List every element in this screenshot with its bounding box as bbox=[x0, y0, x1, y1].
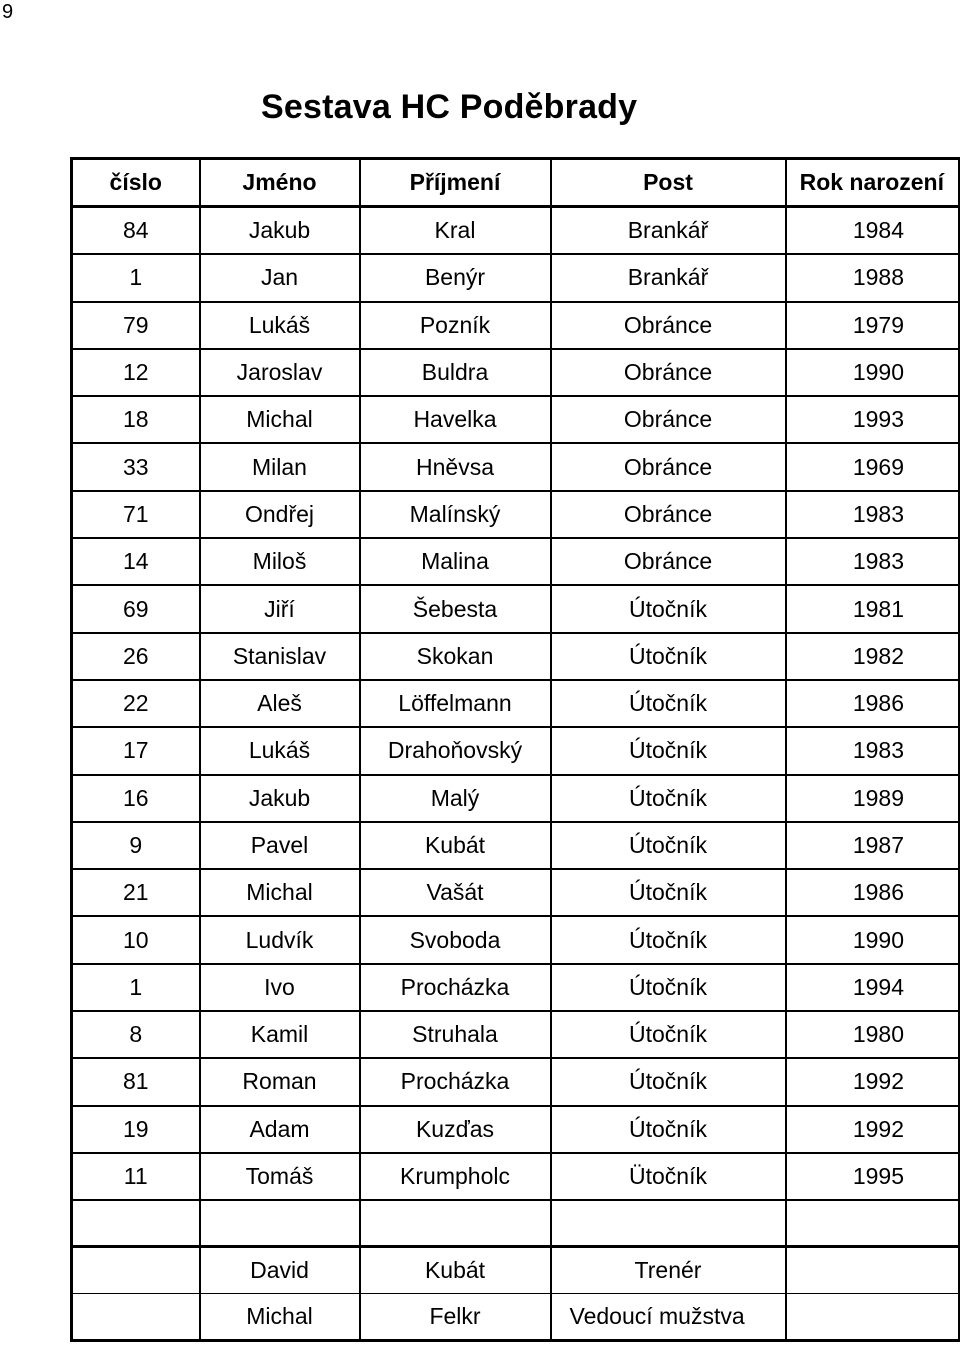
table-row bbox=[72, 1153, 960, 1200]
staff-cislo-cell bbox=[72, 1294, 200, 1341]
table-row bbox=[72, 1106, 960, 1153]
player-post-cell: Útočník bbox=[551, 916, 786, 963]
empty-cell bbox=[72, 1200, 200, 1247]
player-cislo-cell: 26 bbox=[72, 633, 200, 680]
table-row bbox=[72, 1058, 960, 1105]
staff-prijmeni-cell: Felkr bbox=[360, 1294, 551, 1341]
player-post-cell: Útočník bbox=[551, 822, 786, 869]
player-post-cell: Útočník bbox=[551, 680, 786, 727]
player-jmeno-cell: Aleš bbox=[200, 680, 360, 727]
table-row bbox=[72, 349, 960, 396]
player-prijmeni-cell: Malý bbox=[360, 775, 551, 822]
player-jmeno-cell: Lukáš bbox=[200, 302, 360, 349]
table-header bbox=[72, 159, 960, 207]
table-row bbox=[72, 964, 960, 1011]
player-post-cell: Útočník bbox=[551, 869, 786, 916]
player-rok-cell: 1992 bbox=[786, 1106, 960, 1153]
player-jmeno-cell: Michal bbox=[200, 869, 360, 916]
player-rok-cell: 1988 bbox=[786, 254, 960, 301]
table-row bbox=[72, 822, 960, 869]
table-row bbox=[72, 538, 960, 585]
player-post-cell: Útočník bbox=[551, 1011, 786, 1058]
header-prijmeni: Příjmení bbox=[360, 159, 551, 207]
player-prijmeni-cell: Kubát bbox=[360, 822, 551, 869]
player-prijmeni-cell: Kuzďas bbox=[360, 1106, 551, 1153]
player-rok-cell: 1983 bbox=[786, 491, 960, 538]
player-cislo-cell: 69 bbox=[72, 585, 200, 632]
player-cislo-cell: 81 bbox=[72, 1058, 200, 1105]
player-prijmeni-cell: Drahoňovský bbox=[360, 727, 551, 774]
player-prijmeni-cell: Hněvsa bbox=[360, 443, 551, 490]
player-rok-cell: 1993 bbox=[786, 396, 960, 443]
empty-cell bbox=[200, 1200, 360, 1247]
player-jmeno-cell: Jiří bbox=[200, 585, 360, 632]
player-prijmeni-cell: Krumpholc bbox=[360, 1153, 551, 1200]
staff-cislo-cell bbox=[72, 1247, 200, 1294]
player-rok-cell: 1981 bbox=[786, 585, 960, 632]
player-post-cell: Obránce bbox=[551, 396, 786, 443]
player-cislo-cell: 19 bbox=[72, 1106, 200, 1153]
player-cislo-cell: 16 bbox=[72, 775, 200, 822]
staff-jmeno-cell: David bbox=[200, 1247, 360, 1294]
player-rok-cell: 1983 bbox=[786, 538, 960, 585]
staff-post-cell: Vedoucí mužstva bbox=[551, 1294, 786, 1341]
player-prijmeni-cell: Malínský bbox=[360, 491, 551, 538]
player-prijmeni-cell: Havelka bbox=[360, 396, 551, 443]
table-row bbox=[72, 775, 960, 822]
player-cislo-cell: 71 bbox=[72, 491, 200, 538]
staff-prijmeni-cell: Kubát bbox=[360, 1247, 551, 1294]
player-cislo-cell: 9 bbox=[72, 822, 200, 869]
player-cislo-cell: 79 bbox=[72, 302, 200, 349]
table-row bbox=[72, 396, 960, 443]
table-row bbox=[72, 443, 960, 490]
player-rok-cell: 1990 bbox=[786, 916, 960, 963]
player-rok-cell: 1982 bbox=[786, 633, 960, 680]
table-row bbox=[72, 1011, 960, 1058]
table-body bbox=[72, 207, 960, 1341]
player-rok-cell: 1986 bbox=[786, 680, 960, 727]
player-post-cell: Útočník bbox=[551, 585, 786, 632]
staff-row bbox=[72, 1247, 960, 1294]
empty-cell bbox=[360, 1200, 551, 1247]
player-rok-cell: 1969 bbox=[786, 443, 960, 490]
player-cislo-cell: 1 bbox=[72, 254, 200, 301]
player-cislo-cell: 12 bbox=[72, 349, 200, 396]
player-rok-cell: 1992 bbox=[786, 1058, 960, 1105]
empty-cell bbox=[786, 1200, 960, 1247]
player-jmeno-cell: Miloš bbox=[200, 538, 360, 585]
player-cislo-cell: 18 bbox=[72, 396, 200, 443]
header-rok-narozeni: Rok narození bbox=[786, 159, 960, 207]
player-prijmeni-cell: Kral bbox=[360, 207, 551, 255]
table-row bbox=[72, 302, 960, 349]
player-prijmeni-cell: Šebesta bbox=[360, 585, 551, 632]
player-post-cell: Útočník bbox=[551, 964, 786, 1011]
header-post: Post bbox=[551, 159, 786, 207]
player-jmeno-cell: Stanislav bbox=[200, 633, 360, 680]
player-jmeno-cell: Tomáš bbox=[200, 1153, 360, 1200]
player-rok-cell: 1990 bbox=[786, 349, 960, 396]
table-row bbox=[72, 727, 960, 774]
player-cislo-cell: 1 bbox=[72, 964, 200, 1011]
roster-table bbox=[70, 157, 960, 1342]
player-post-cell: Obránce bbox=[551, 302, 786, 349]
table-row bbox=[72, 869, 960, 916]
player-post-cell: Obránce bbox=[551, 443, 786, 490]
document-title: Sestava HC Poděbrady bbox=[261, 88, 638, 126]
table-row bbox=[72, 916, 960, 963]
player-jmeno-cell: Lukáš bbox=[200, 727, 360, 774]
player-post-cell: Obránce bbox=[551, 538, 786, 585]
player-prijmeni-cell: Löffelmann bbox=[360, 680, 551, 727]
table-row bbox=[72, 633, 960, 680]
staff-rok-cell bbox=[786, 1294, 960, 1341]
player-prijmeni-cell: Procházka bbox=[360, 1058, 551, 1105]
player-post-cell: Útočník bbox=[551, 633, 786, 680]
player-prijmeni-cell: Procházka bbox=[360, 964, 551, 1011]
staff-rok-cell bbox=[786, 1247, 960, 1294]
player-post-cell: Ütočník bbox=[551, 1153, 786, 1200]
player-rok-cell: 1987 bbox=[786, 822, 960, 869]
player-jmeno-cell: Michal bbox=[200, 396, 360, 443]
empty-cell bbox=[551, 1200, 786, 1247]
player-prijmeni-cell: Benýr bbox=[360, 254, 551, 301]
staff-post-cell: Trenér bbox=[551, 1247, 786, 1294]
player-jmeno-cell: Jaroslav bbox=[200, 349, 360, 396]
player-post-cell: Útočník bbox=[551, 727, 786, 774]
player-rok-cell: 1983 bbox=[786, 727, 960, 774]
player-post-cell: Obránce bbox=[551, 491, 786, 538]
player-rok-cell: 1986 bbox=[786, 869, 960, 916]
player-rok-cell: 1984 bbox=[786, 207, 960, 255]
player-cislo-cell: 21 bbox=[72, 869, 200, 916]
player-jmeno-cell: Jan bbox=[200, 254, 360, 301]
player-cislo-cell: 11 bbox=[72, 1153, 200, 1200]
player-jmeno-cell: Ivo bbox=[200, 964, 360, 1011]
header-cislo: číslo bbox=[72, 159, 200, 207]
player-rok-cell: 1979 bbox=[786, 302, 960, 349]
player-post-cell: Obránce bbox=[551, 349, 786, 396]
player-jmeno-cell: Jakub bbox=[200, 207, 360, 255]
player-post-cell: Brankář bbox=[551, 207, 786, 255]
player-jmeno-cell: Kamil bbox=[200, 1011, 360, 1058]
player-jmeno-cell: Ondřej bbox=[200, 491, 360, 538]
player-prijmeni-cell: Pozník bbox=[360, 302, 551, 349]
player-rok-cell: 1995 bbox=[786, 1153, 960, 1200]
player-cislo-cell: 33 bbox=[72, 443, 200, 490]
player-jmeno-cell: Ludvík bbox=[200, 916, 360, 963]
player-post-cell: Brankář bbox=[551, 254, 786, 301]
player-rok-cell: 1994 bbox=[786, 964, 960, 1011]
player-cislo-cell: 84 bbox=[72, 207, 200, 255]
player-prijmeni-cell: Svoboda bbox=[360, 916, 551, 963]
player-cislo-cell: 10 bbox=[72, 916, 200, 963]
table-row bbox=[72, 207, 960, 255]
table-row bbox=[72, 254, 960, 301]
player-jmeno-cell: Roman bbox=[200, 1058, 360, 1105]
table-row bbox=[72, 491, 960, 538]
player-jmeno-cell: Jakub bbox=[200, 775, 360, 822]
player-cislo-cell: 8 bbox=[72, 1011, 200, 1058]
page-number: 9 bbox=[2, 1, 14, 23]
player-jmeno-cell: Milan bbox=[200, 443, 360, 490]
player-post-cell: Útočník bbox=[551, 1106, 786, 1153]
player-rok-cell: 1980 bbox=[786, 1011, 960, 1058]
player-post-cell: Útočník bbox=[551, 775, 786, 822]
staff-row bbox=[72, 1294, 960, 1341]
player-post-cell: Útočník bbox=[551, 1058, 786, 1105]
header-jmeno: Jméno bbox=[200, 159, 360, 207]
player-jmeno-cell: Pavel bbox=[200, 822, 360, 869]
player-cislo-cell: 22 bbox=[72, 680, 200, 727]
staff-jmeno-cell: Michal bbox=[200, 1294, 360, 1341]
player-prijmeni-cell: Struhala bbox=[360, 1011, 551, 1058]
player-prijmeni-cell: Buldra bbox=[360, 349, 551, 396]
player-rok-cell: 1989 bbox=[786, 775, 960, 822]
player-jmeno-cell: Adam bbox=[200, 1106, 360, 1153]
player-prijmeni-cell: Malina bbox=[360, 538, 551, 585]
player-prijmeni-cell: Skokan bbox=[360, 633, 551, 680]
empty-row bbox=[72, 1200, 960, 1247]
player-cislo-cell: 14 bbox=[72, 538, 200, 585]
table-row bbox=[72, 680, 960, 727]
player-prijmeni-cell: Vašát bbox=[360, 869, 551, 916]
table-row bbox=[72, 585, 960, 632]
header-row bbox=[72, 159, 960, 207]
player-cislo-cell: 17 bbox=[72, 727, 200, 774]
